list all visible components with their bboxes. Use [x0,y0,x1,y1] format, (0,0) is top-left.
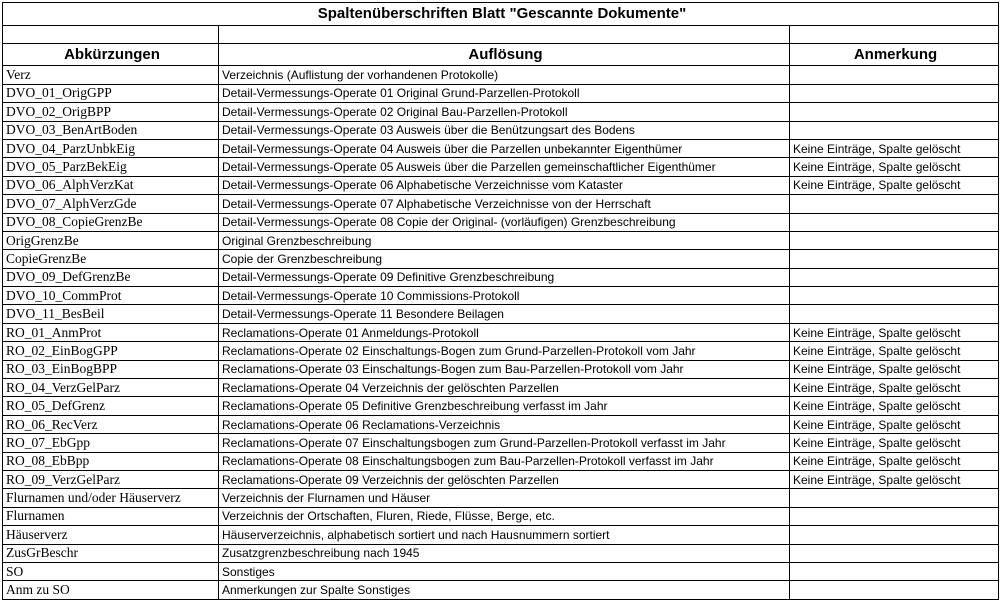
abbreviation-cell[interactable]: RO_03_EinBogBPP [3,360,219,378]
abbreviation-cell[interactable]: DVO_09_DefGrenzBe [3,268,219,286]
resolution-cell[interactable]: Detail-Vermessungs-Operate 05 Ausweis über die Parzellen gemeinschaftlicher Eigenthümer [219,158,790,176]
resolution-cell[interactable]: Reclamations-Operate 01 Anmeldungs-Protokoll [219,323,790,341]
table-row [3,323,999,341]
resolution-cell[interactable]: Verzeichnis (Auflistung der vorhandenen Protokolle) [219,66,790,84]
spreadsheet-table [2,2,999,600]
resolution-cell[interactable]: Detail-Vermessungs-Operate 10 Commissions-Protokoll [219,287,790,305]
table-row [3,268,999,286]
abbreviation-cell[interactable]: RO_01_AnmProt [3,323,219,341]
resolution-cell[interactable]: Reclamations-Operate 02 Einschaltungs-Bogen zum Grund-Parzellen-Protokoll vom Jahr [219,342,790,360]
abbreviation-cell[interactable]: Flurnamen [3,507,219,525]
resolution-cell[interactable]: Sonstiges [219,562,790,580]
resolution-cell[interactable]: Reclamations-Operate 09 Verzeichnis der gelöschten Parzellen [219,470,790,488]
resolution-cell[interactable]: Anmerkungen zur Spalte Sonstiges [219,581,790,599]
remark-cell[interactable] [790,305,999,323]
resolution-cell[interactable]: Reclamations-Operate 03 Einschaltungs-Bogen zum Bau-Parzellen-Protokoll vom Jahr [219,360,790,378]
resolution-cell[interactable]: Original Grenzbeschreibung [219,231,790,249]
table-row [3,434,999,452]
remark-cell[interactable] [790,268,999,286]
abbreviation-cell[interactable]: DVO_03_BenArtBoden [3,121,219,139]
table-row [3,287,999,305]
header-row [3,44,999,66]
remark-cell[interactable] [790,250,999,268]
remark-cell[interactable] [790,581,999,599]
table-row [3,379,999,397]
abbreviation-cell[interactable]: Flurnamen und/oder Häuserverz [3,489,219,507]
resolution-cell[interactable]: Detail-Vermessungs-Operate 11 Besondere Beilagen [219,305,790,323]
table-row [3,305,999,323]
table-row [3,158,999,176]
remark-cell[interactable]: Keine Einträge, Spalte gelöscht [790,434,999,452]
table-row [3,581,999,599]
remark-cell[interactable]: Keine Einträge, Spalte gelöscht [790,139,999,157]
table-row [3,489,999,507]
table-body [3,3,999,600]
remark-cell[interactable] [790,562,999,580]
table-row [3,470,999,488]
resolution-cell[interactable]: Detail-Vermessungs-Operate 08 Copie der Original- (vorläufigen) Grenzbeschreibung [219,213,790,231]
remark-cell[interactable] [790,544,999,562]
blank-row [3,26,999,44]
abbreviation-cell[interactable]: ZusGrBeschr [3,544,219,562]
abbreviation-cell[interactable]: RO_07_EbGpp [3,434,219,452]
remark-cell[interactable]: Keine Einträge, Spalte gelöscht [790,452,999,470]
blank-cell[interactable] [219,26,790,44]
remark-cell[interactable] [790,195,999,213]
table-row [3,231,999,249]
abbreviation-cell[interactable]: RO_04_VerzGelParz [3,379,219,397]
table-row [3,103,999,121]
table-row [3,84,999,102]
table-row [3,121,999,139]
table-row [3,66,999,84]
table-row [3,507,999,525]
remark-cell[interactable] [790,526,999,544]
abbreviation-cell[interactable]: Anm zu SO [3,581,219,599]
abbreviation-cell[interactable]: DVO_04_ParzUnbkEig [3,139,219,157]
remark-cell[interactable]: Keine Einträge, Spalte gelöscht [790,379,999,397]
remark-cell[interactable]: Keine Einträge, Spalte gelöscht [790,176,999,194]
abbreviation-cell[interactable]: DVO_02_OrigBPP [3,103,219,121]
remark-cell[interactable] [790,213,999,231]
resolution-cell[interactable]: Zusatzgrenzbeschreibung nach 1945 [219,544,790,562]
resolution-cell[interactable]: Detail-Vermessungs-Operate 09 Definitive Grenzbeschreibung [219,268,790,286]
resolution-cell[interactable]: Detail-Vermessungs-Operate 01 Original Grund-Parzellen-Protokoll [219,84,790,102]
abbreviation-cell[interactable]: RO_06_RecVerz [3,415,219,433]
resolution-cell[interactable]: Verzeichnis der Flurnamen und Häuser [219,489,790,507]
abbreviation-cell[interactable]: RO_02_EinBogGPP [3,342,219,360]
resolution-cell[interactable]: Detail-Vermessungs-Operate 07 Alphabetische Verzeichnisse von der Herrschaft [219,195,790,213]
resolution-cell[interactable]: Detail-Vermessungs-Operate 04 Ausweis über die Parzellen unbekannter Eigenthümer [219,139,790,157]
blank-cell[interactable] [3,26,219,44]
remark-cell[interactable]: Keine Einträge, Spalte gelöscht [790,415,999,433]
table-row [3,139,999,157]
resolution-cell[interactable]: Detail-Vermessungs-Operate 02 Original Bau-Parzellen-Protokoll [219,103,790,121]
header-resolution[interactable]: Auflösung [219,44,790,66]
remark-cell[interactable] [790,84,999,102]
abbreviation-cell[interactable]: DVO_10_CommProt [3,287,219,305]
abbreviation-cell[interactable]: SO [3,562,219,580]
table-row [3,195,999,213]
abbreviation-cell[interactable]: Verz [3,66,219,84]
remark-cell[interactable] [790,66,999,84]
remark-cell[interactable]: Keine Einträge, Spalte gelöscht [790,397,999,415]
table-row [3,562,999,580]
table-row [3,397,999,415]
abbreviation-cell[interactable]: DVO_07_AlphVerzGde [3,195,219,213]
remark-cell[interactable] [790,231,999,249]
resolution-cell[interactable]: Reclamations-Operate 04 Verzeichnis der gelöschten Parzellen [219,379,790,397]
abbreviation-cell[interactable]: DVO_06_AlphVerzKat [3,176,219,194]
remark-cell[interactable]: Keine Einträge, Spalte gelöscht [790,342,999,360]
resolution-cell[interactable]: Copie der Grenzbeschreibung [219,250,790,268]
abbreviation-cell[interactable]: CopieGrenzBe [3,250,219,268]
remark-cell[interactable]: Keine Einträge, Spalte gelöscht [790,323,999,341]
table-row [3,360,999,378]
remark-cell[interactable] [790,507,999,525]
remark-cell[interactable]: Keine Einträge, Spalte gelöscht [790,470,999,488]
remark-cell[interactable] [790,121,999,139]
table-row [3,176,999,194]
sheet-title[interactable]: Spaltenüberschriften Blatt "Gescannte Dokumente" [3,3,999,26]
resolution-cell[interactable]: Reclamations-Operate 06 Reclamations-Verzeichnis [219,415,790,433]
remark-cell[interactable] [790,103,999,121]
blank-cell[interactable] [790,26,999,44]
abbreviation-cell[interactable]: DVO_01_OrigGPP [3,84,219,102]
table-row [3,342,999,360]
resolution-cell[interactable]: Reclamations-Operate 07 Einschaltungsbogen zum Grund-Parzellen-Protokoll verfasst im Jahr [219,434,790,452]
resolution-cell[interactable]: Reclamations-Operate 05 Definitive Grenzbeschreibung verfasst im Jahr [219,397,790,415]
table-row [3,526,999,544]
abbreviation-cell[interactable]: Häuserverz [3,526,219,544]
table-row [3,213,999,231]
remark-cell[interactable] [790,287,999,305]
abbreviation-cell[interactable]: DVO_05_ParzBekEig [3,158,219,176]
table-row [3,452,999,470]
abbreviation-cell[interactable]: DVO_08_CopieGrenzBe [3,213,219,231]
header-remark[interactable]: Anmerkung [790,44,999,66]
resolution-cell[interactable]: Verzeichnis der Ortschaften, Fluren, Riede, Flüsse, Berge, etc. [219,507,790,525]
abbreviation-cell[interactable]: RO_05_DefGrenz [3,397,219,415]
abbreviation-cell[interactable]: DVO_11_BesBeil [3,305,219,323]
resolution-cell[interactable]: Reclamations-Operate 08 Einschaltungsbogen zum Bau-Parzellen-Protokoll verfasst im Jahr [219,452,790,470]
abbreviation-cell[interactable]: OrigGrenzBe [3,231,219,249]
remark-cell[interactable]: Keine Einträge, Spalte gelöscht [790,360,999,378]
table-row [3,250,999,268]
resolution-cell[interactable]: Detail-Vermessungs-Operate 06 Alphabetische Verzeichnisse vom Kataster [219,176,790,194]
resolution-cell[interactable]: Häuserverzeichnis, alphabetisch sortiert und nach Hausnummern sortiert [219,526,790,544]
title-row [3,3,999,26]
abbreviation-cell[interactable]: RO_08_EbBpp [3,452,219,470]
resolution-cell[interactable]: Detail-Vermessungs-Operate 03 Ausweis über die Benützungsart des Bodens [219,121,790,139]
table-row [3,544,999,562]
header-abbreviations[interactable]: Abkürzungen [3,44,219,66]
table-row [3,415,999,433]
remark-cell[interactable] [790,489,999,507]
remark-cell[interactable]: Keine Einträge, Spalte gelöscht [790,158,999,176]
abbreviation-cell[interactable]: RO_09_VerzGelParz [3,470,219,488]
